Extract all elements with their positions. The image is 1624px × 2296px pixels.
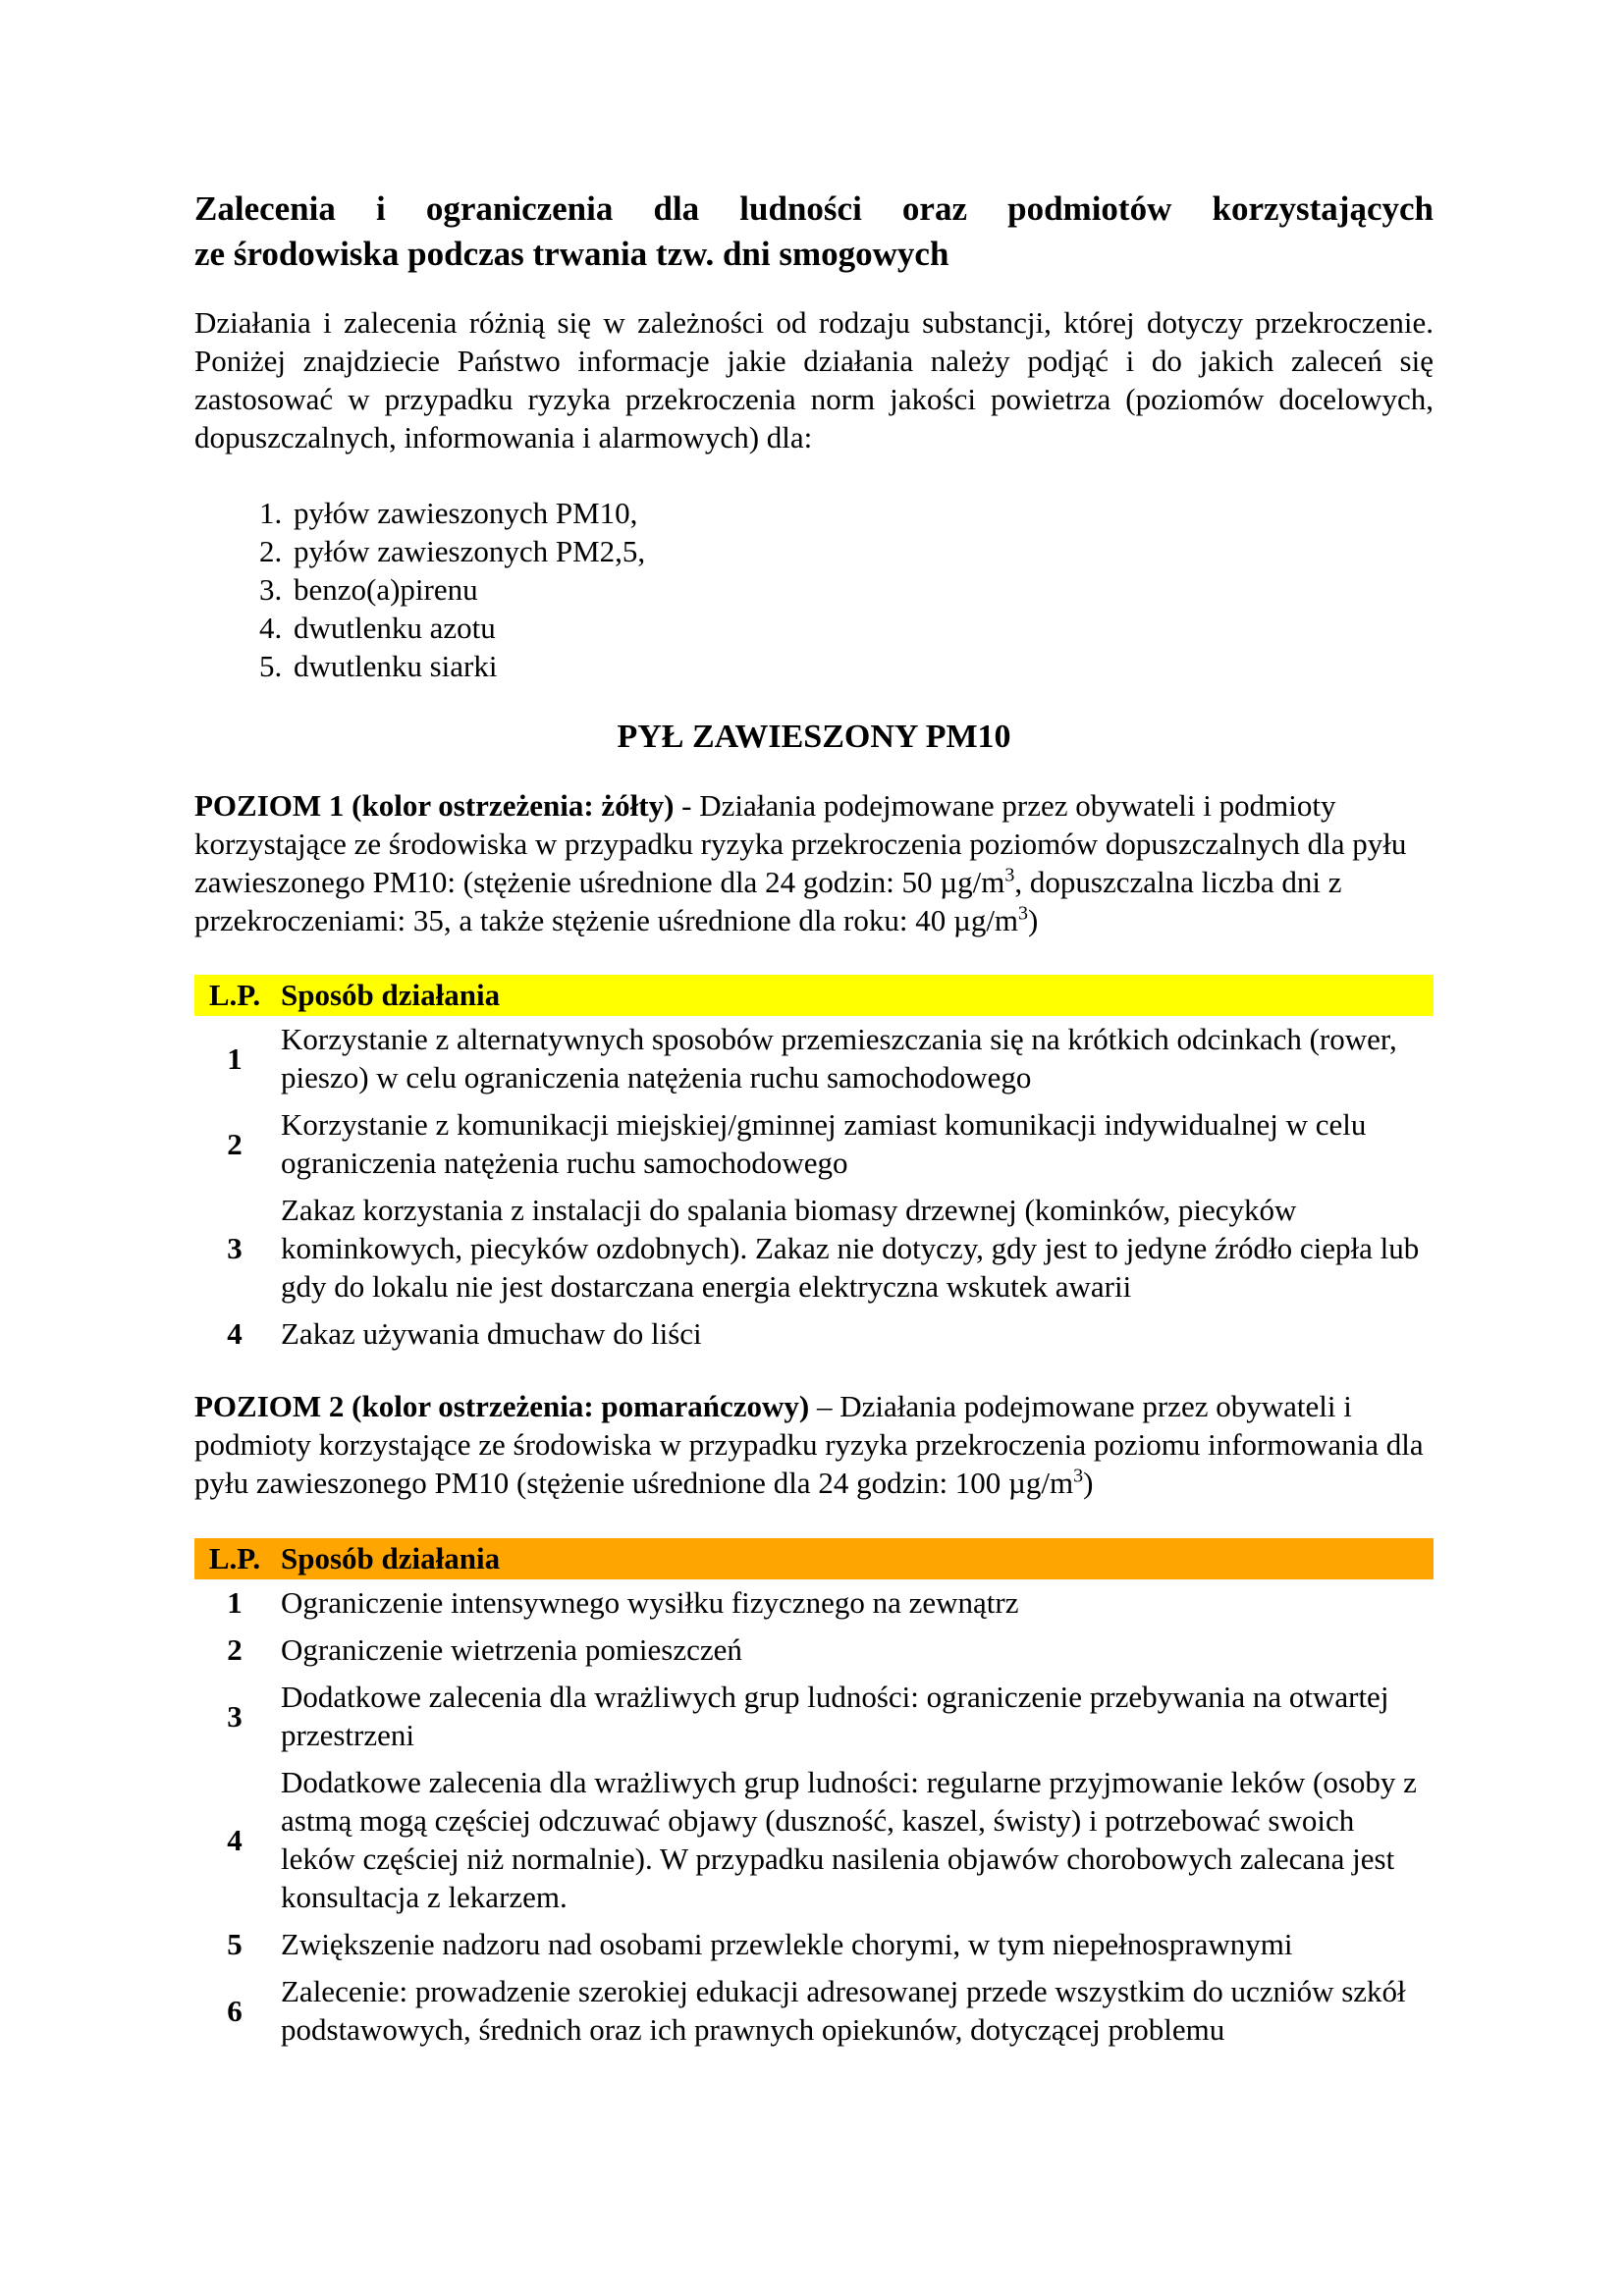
row-number: 1 (227, 1585, 243, 1620)
column-header-action: Sposób działania (275, 975, 1434, 1016)
intro-paragraph: Działania i zalecenia różnią się w zależności od rodzaju substancji, której dotyczy przekroczenie. Poniżej znajdziecie Państwo informacje jakie działania należy podjąć i do jakich zaleceń się zastosować w przypadku ryzyka przekroczenia norm jakości powietrza (poziomów docelowych, dopuszczalnych, informowania i alarmowych) dla: (194, 305, 1434, 454)
section-title-pm10: PYŁ ZAWIESZONY PM10 (617, 719, 1011, 755)
column-header-action: Sposób działania (275, 1538, 1434, 1579)
row-number: 1 (227, 1041, 243, 1076)
table-row (194, 1187, 1434, 1310)
substance-item: 5. dwutlenku siarki (290, 647, 1434, 685)
table-header-row (194, 1538, 1434, 1579)
table-row (194, 1627, 1434, 1674)
row-action-text: Korzystanie z alternatywnych sposobów przemieszczania się na krótkich odcinkach (rower, pieszo) w celu ograniczenia natężenia ruchu samochodowego (281, 1022, 1397, 1095)
column-header-lp: L.P. (194, 975, 275, 1016)
row-number: 3 (227, 1698, 243, 1734)
level-2-actions-table (194, 1538, 1434, 2054)
table-header-row (194, 975, 1434, 1016)
row-action-text: Zakaz korzystania z instalacji do spalania biomasy drzewnej (kominków, piecyków kominkowych, piecyków ozdobnych). Zakaz nie dotyczy, gdy jest to jedyne źródło ciepła lub gdy do lokalu nie jest dostarczana energia elektryczna wskutek awarii (281, 1193, 1420, 1304)
level-1-sup-b: 3 (1018, 902, 1029, 925)
level-2-text-b: ) (1083, 1466, 1094, 1500)
level-1-actions-table (194, 975, 1434, 1358)
row-number: 6 (227, 1993, 243, 2028)
row-action-text: Ograniczenie wietrzenia pomieszczeń (281, 1632, 742, 1667)
document-title-line-1: Zalecenia i ograniczenia dla ludności oraz podmiotów korzystających (194, 189, 1434, 228)
row-number: 4 (227, 1316, 243, 1351)
row-action-text: Zalecenie: prowadzenie szerokiej edukacji adresowanej przede wszystkim do uczniów szkół podstawowych, średnich oraz ich prawnych opiekunów, dotyczącej problemu (281, 1974, 1406, 2047)
table-row (194, 1921, 1434, 1968)
level-2-heading: POZIOM 2 (kolor ostrzeżenia: pomarańczowy) (194, 1389, 810, 1423)
level-1-text-c: ) (1028, 903, 1039, 937)
level-1-description (194, 786, 1434, 939)
row-action-text: Dodatkowe zalecenia dla wrażliwych grup ludności: regularne przyjmowanie leków (osoby z astmą mogą częściej odczuwać objawy (duszność, kaszel, świsty) i potrzebować swoich leków częściej niż normalnie). W przypadku nasilenia objawów chorobowych zalecana jest konsultacja z lekarzem. (281, 1765, 1417, 1914)
level-1-text-a: - Działania podejmowane przez obywateli i podmioty korzystające ze środowiska w przypadku ryzyka przekroczenia poziomów dopuszczalnych dla pyłu zawieszonego PM10: (stężenie uśrednione dla 24 godzin: 50 µg/m (194, 788, 1407, 899)
document-title-line-2: ze środowiska podczas trwania tzw. dni smogowych (194, 235, 949, 273)
row-number: 5 (227, 1927, 243, 1961)
level-1-heading: POZIOM 1 (kolor ostrzeżenia: żółty) (194, 788, 675, 823)
row-action-text: Zakaz używania dmuchaw do liści (281, 1316, 702, 1351)
table-row (194, 1968, 1434, 2054)
table-row (194, 1101, 1434, 1187)
row-number: 4 (227, 1822, 243, 1857)
level-2-sup-a: 3 (1073, 1465, 1084, 1487)
row-number: 2 (227, 1632, 243, 1667)
row-action-text: Korzystanie z komunikacji miejskiej/gminnej zamiast komunikacji indywidualnej w celu ograniczenia natężenia ruchu samochodowego (281, 1107, 1367, 1180)
table-row (194, 1674, 1434, 1759)
substance-item: 1. pyłów zawieszonych PM10, (290, 494, 1434, 532)
level-2-description (194, 1387, 1434, 1502)
row-number: 3 (227, 1231, 243, 1265)
row-number: 2 (227, 1126, 243, 1161)
substances-list (194, 494, 1434, 685)
table-row (194, 1759, 1434, 1921)
substance-item: 2. pyłów zawieszonych PM2,5, (290, 532, 1434, 570)
row-action-text: Dodatkowe zalecenia dla wrażliwych grup ludności: ograniczenie przebywania na otwartej przestrzeni (281, 1680, 1389, 1752)
level-1-sup-a: 3 (1004, 864, 1015, 886)
table-row (194, 1310, 1434, 1358)
substance-item: 4. dwutlenku azotu (290, 609, 1434, 647)
row-action-text: Zwiększenie nadzoru nad osobami przewlekle chorymi, w tym niepełnosprawnymi (281, 1927, 1293, 1961)
page-content (194, 187, 1434, 2054)
column-header-lp: L.P. (194, 1538, 275, 1579)
level-1-text-b: , dopuszczalna liczba dni z przekroczeniami: 35, a także stężenie uśrednione dla roku: 40 µg/m (194, 865, 1342, 937)
row-action-text: Ograniczenie intensywnego wysiłku fizycznego na zewnątrz (281, 1585, 1019, 1620)
table-row (194, 1579, 1434, 1627)
substance-item: 3. benzo(a)pirenu (290, 570, 1434, 609)
table-row (194, 1016, 1434, 1101)
document-title (194, 187, 1434, 277)
level-2-text-a: – Działania podejmowane przez obywateli i podmioty korzystające ze środowiska w przypadku ryzyka przekroczenia poziomu informowania dla pyłu zawieszonego PM10 (stężenie uśrednione dla 24 godzin: 100 µg/m (194, 1389, 1424, 1500)
